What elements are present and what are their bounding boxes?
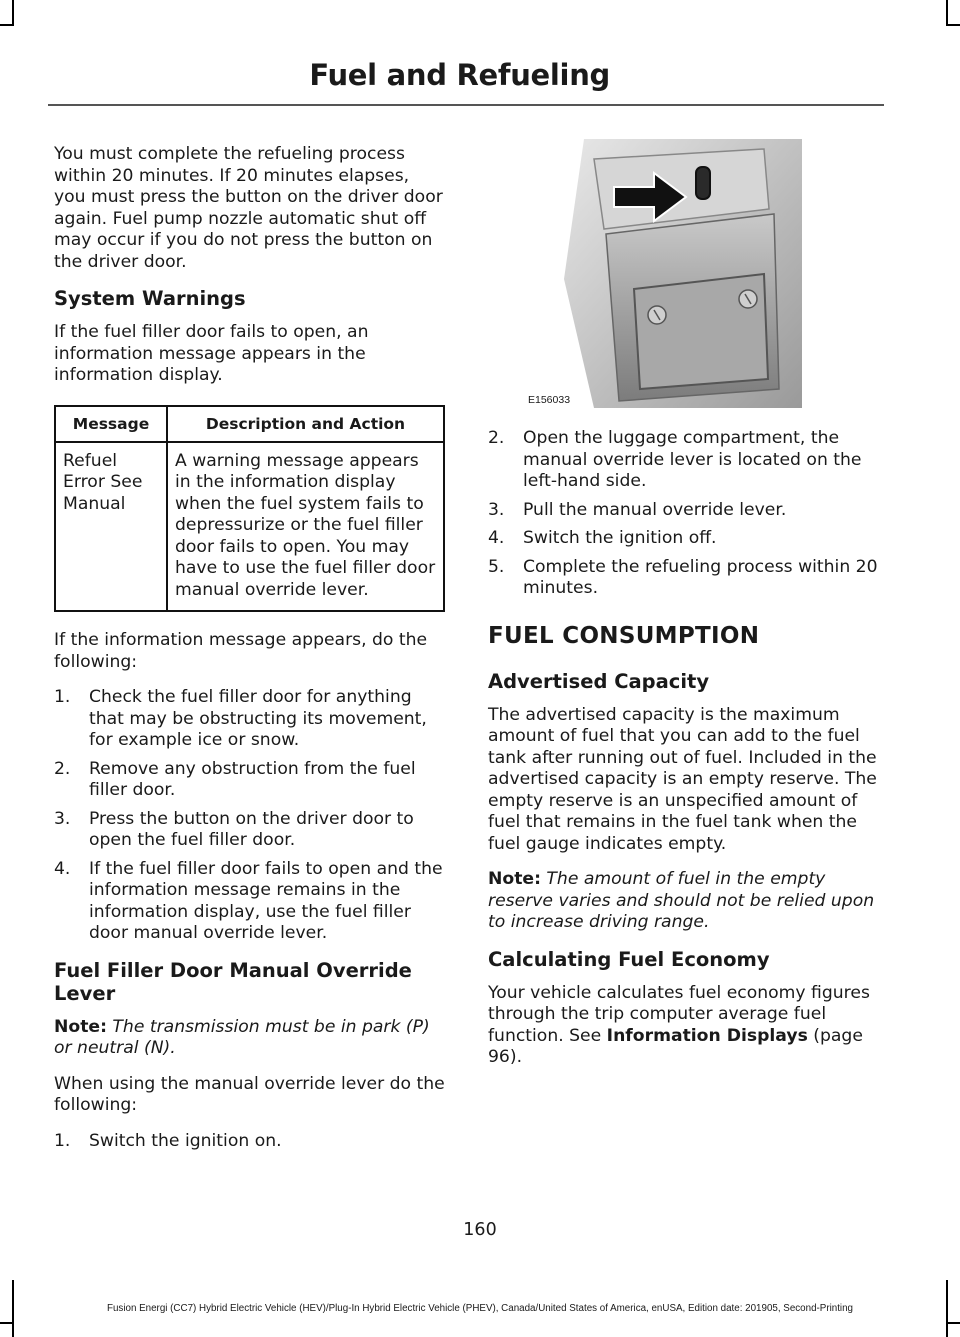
list-item: [54, 809, 446, 852]
note-text: The transmission must be in park (P) or neutral (N).: [54, 1016, 430, 1058]
step-text: Switch the ignition on.: [89, 1130, 282, 1151]
crop-mark: [12, 0, 14, 26]
list-item: [488, 557, 880, 600]
header-rule: [48, 104, 884, 106]
crop-mark: [946, 24, 960, 26]
left-column: [54, 144, 446, 1166]
table-cell: A warning message appears in the information display when the fuel system fails to depressurize or the fuel filler door fails to open. You may have to use the fuel filler door manual override lever.: [167, 442, 444, 612]
override-intro: When using the manual override lever do the following:: [54, 1073, 445, 1115]
override-steps-list: [54, 1131, 446, 1153]
system-warnings-text: If the fuel filler door fails to open, an information message appears in the information display.: [54, 322, 369, 385]
step-number: 4.: [488, 528, 505, 548]
step-text: If the fuel filler door fails to open and the information message remains in the information display, use the fuel filler door manual override lever.: [89, 858, 443, 943]
economy-page-ref: (page 96).: [488, 1025, 863, 1067]
crop-mark: [946, 1322, 960, 1324]
step-number: 1.: [54, 687, 71, 707]
right-column: [488, 144, 880, 1083]
step-text: Open the luggage compartment, the manual override lever is located on the left-hand side.: [523, 428, 862, 491]
step-text: Check the fuel filler door for anything that may be obstructing its movement, for example ice or snow.: [89, 687, 427, 750]
economy-body: Your vehicle calculates fuel economy figures through the trip computer average fuel function. See: [488, 982, 870, 1046]
override-lever-figure: [524, 139, 802, 408]
note-label: Note:: [54, 1016, 107, 1037]
list-item: [488, 528, 880, 550]
capacity-heading: Advertised Capacity: [488, 669, 710, 693]
list-item: [54, 1131, 446, 1153]
crop-mark: [0, 24, 14, 26]
table-header-row: [55, 406, 444, 442]
list-item: [488, 428, 880, 493]
steps-list: [54, 687, 446, 945]
step-number: 5.: [488, 556, 505, 577]
table-row: [55, 442, 444, 612]
crop-mark: [946, 0, 948, 26]
note: [54, 1017, 446, 1060]
table-cell: Refuel Error See Manual: [55, 442, 167, 612]
footer-text: Fusion Energi (CC7) Hybrid Electric Vehicle (HEV)/Plug-In Hybrid Electric Vehicle (PHEV), Canada/United States of America, enUSA, Edition date: 201905, Second-Printing: [107, 1303, 853, 1314]
step-number: 2.: [54, 758, 71, 779]
page-title: Fuel and Refueling: [309, 58, 610, 92]
list-item: [488, 500, 880, 522]
table-header: Description and Action: [167, 406, 444, 442]
step-number: 3.: [54, 808, 71, 829]
section-heading: FUEL CONSUMPTION: [488, 622, 760, 649]
list-item: [54, 859, 446, 945]
note-text: The amount of fuel in the empty reserve varies and should not be relied upon to increase driving range.: [488, 869, 875, 932]
list-item: [54, 759, 446, 802]
economy-text: [488, 983, 880, 1069]
note-label: Note:: [488, 869, 541, 889]
crop-mark: [0, 1322, 14, 1324]
step-number: 1.: [54, 1130, 71, 1151]
override-lever-illustration: [524, 139, 802, 408]
note: [488, 869, 880, 934]
step-text: Press the button on the driver door to open the fuel filler door.: [89, 808, 414, 850]
intro-paragraph: You must complete the refueling process within 20 minutes. If 20 minutes elapses, you must press the button on the driver door again. Fuel pump nozzle automatic shut off may occur if you do not press the button on the driver door.: [54, 144, 443, 272]
step-text: Switch the ignition off.: [523, 528, 717, 548]
step-text: Pull the manual override lever.: [523, 499, 787, 520]
step-text: Complete the refueling process within 20 minutes.: [523, 556, 878, 598]
page-number: 160: [463, 1220, 497, 1240]
continued-steps-list: [488, 428, 880, 600]
step-number: 3.: [488, 499, 505, 520]
warning-table: [54, 405, 445, 613]
override-heading: Fuel Filler Door Manual Override Lever: [54, 958, 412, 1005]
capacity-text: The advertised capacity is the maximum amount of fuel that you can add to the fuel tank after running out of fuel. Included in the advertised capacity is an empty reserve. The empty reserve is an unspecified amount of fuel that remains in the fuel tank when the fuel gauge indicates empty.: [488, 704, 877, 854]
system-warnings-heading: System Warnings: [54, 287, 246, 310]
list-item: [54, 687, 446, 752]
step-number: 4.: [54, 858, 71, 879]
economy-heading: Calculating Fuel Economy: [488, 947, 770, 971]
information-displays-link[interactable]: Information Displays: [606, 1025, 808, 1046]
step-number: 2.: [488, 428, 505, 448]
table-header: Message: [55, 406, 167, 442]
figure-code: E156033: [528, 394, 571, 406]
after-table-text: If the information message appears, do the following:: [54, 630, 428, 672]
step-text: Remove any obstruction from the fuel filler door.: [89, 758, 416, 800]
